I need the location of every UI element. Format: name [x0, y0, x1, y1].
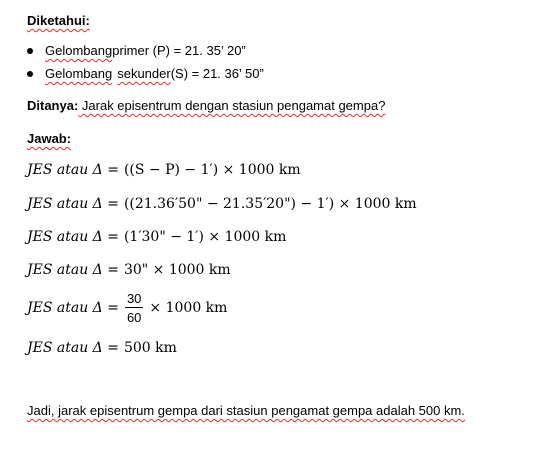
equation-4 — [27, 262, 231, 278]
bullet-icon — [27, 71, 33, 77]
equation-lhs: JES atau Δ = — [27, 196, 119, 212]
equation-lhs: JES atau Δ = — [27, 262, 119, 278]
equation-3 — [27, 229, 286, 245]
equation-6 — [27, 340, 177, 356]
equation-lhs: JES atau Δ = — [27, 229, 119, 245]
bullet-text: (S) = 21. 36’ 50” — [170, 66, 264, 81]
equation-lhs: JES atau Δ = — [27, 162, 119, 178]
question-text: Jarak episentrum dengan stasiun pengamat gempa? — [78, 98, 386, 113]
answer-heading-text: Jawab: — [27, 131, 72, 146]
equation-rhs: 30" × 1000 km — [123, 262, 231, 278]
bullet-text: primer (P) = 21. 35’ 20” — [112, 43, 246, 58]
bullet-icon — [27, 48, 33, 54]
equation-2 — [27, 196, 417, 212]
conclusion-line — [27, 403, 465, 418]
equation-1 — [27, 162, 301, 178]
bullet-word: Gelombang — [45, 43, 113, 58]
bullet-item-secondary — [27, 66, 264, 81]
fraction-numerator: 30 — [126, 291, 142, 306]
known-heading-text: Diketahui: — [27, 13, 90, 28]
equation-rhs: 500 km — [123, 340, 177, 356]
bullet-item-primary — [27, 43, 246, 58]
question-line — [27, 98, 385, 113]
question-label: Ditanya: — [27, 98, 79, 113]
fraction — [125, 291, 143, 325]
conclusion-text: Jadi, jarak episentrum gempa dari stasiun pengamat gempa adalah 500 km. — [27, 403, 465, 418]
fraction-denominator: 60 — [126, 310, 142, 325]
bullet-word: Gelombang — [45, 66, 113, 81]
equation-lhs: JES atau Δ = — [27, 300, 119, 316]
equation-rhs: ((21.36′50" − 21.35′20") − 1′) × 1000 km — [123, 196, 417, 212]
equation-rhs: (1′30" − 1′) × 1000 km — [123, 229, 287, 245]
bullet-word-2: sekunder — [117, 66, 171, 81]
known-heading — [27, 13, 90, 28]
answer-heading — [27, 131, 71, 146]
equation-rhs: × 1000 km — [149, 300, 228, 316]
equation-rhs: ((S − P) − 1′) × 1000 km — [123, 162, 301, 178]
equation-lhs: JES atau Δ = — [27, 340, 119, 356]
equation-5 — [27, 291, 227, 325]
